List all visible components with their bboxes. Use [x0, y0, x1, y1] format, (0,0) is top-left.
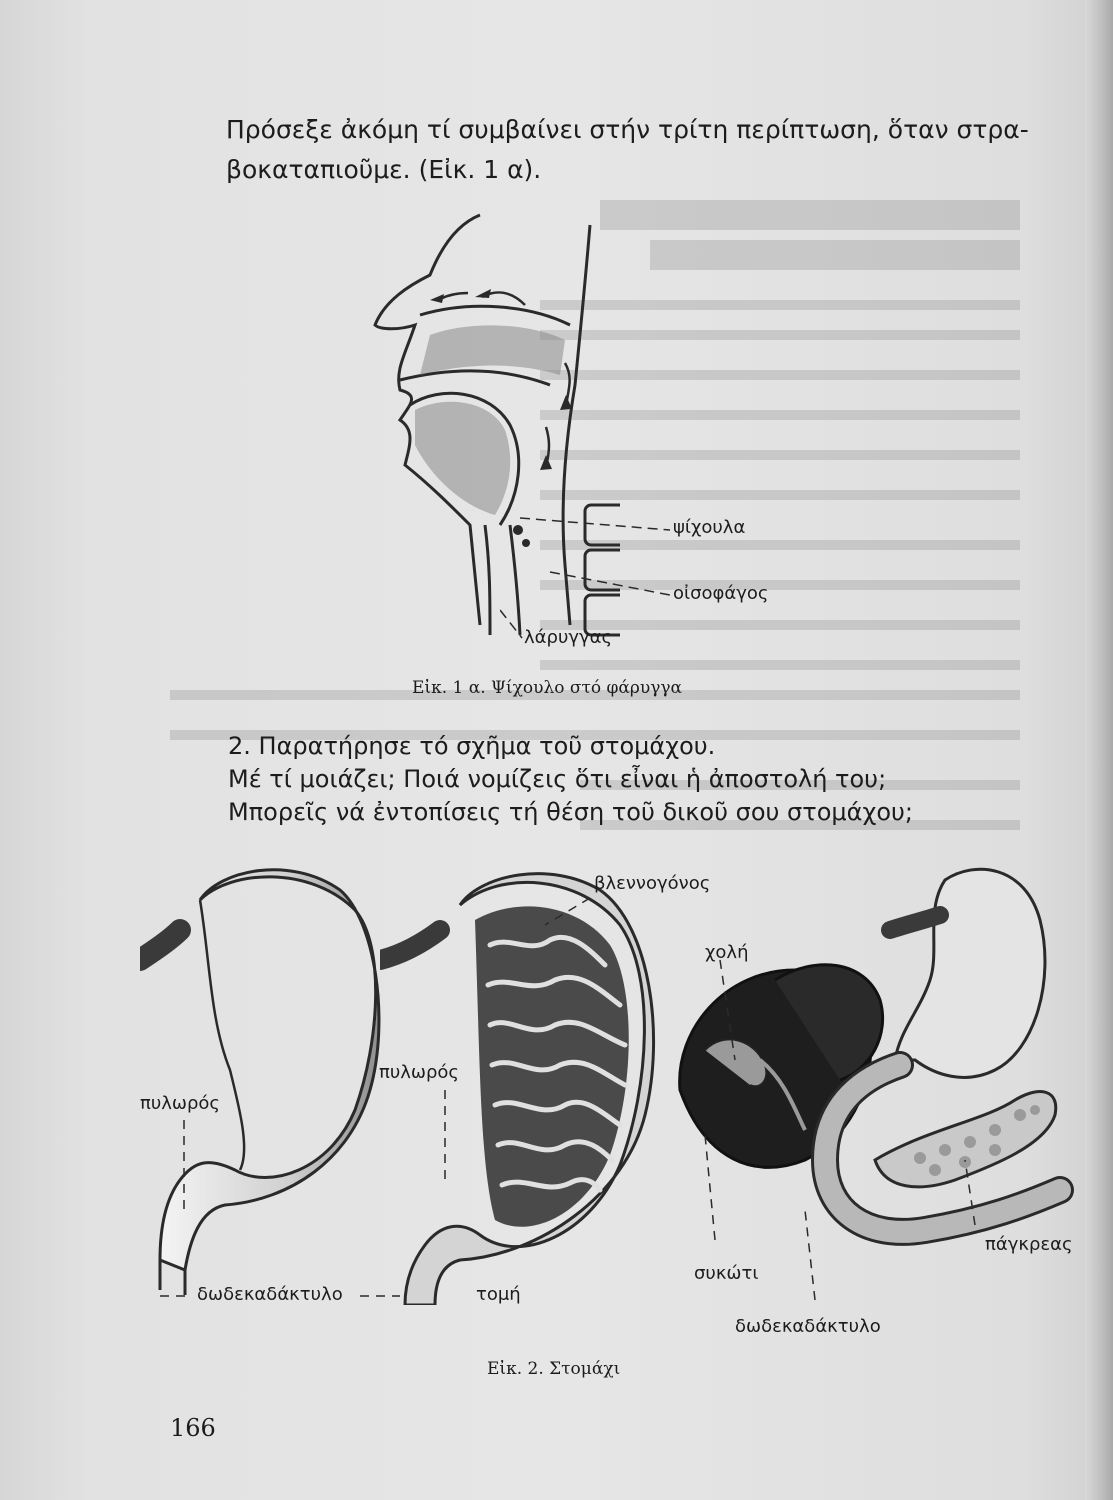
label-bile: χολή [705, 942, 749, 963]
label-duodenum-left: δωδεκαδάκτυλο [197, 1284, 343, 1305]
figure2-caption: Εἰκ. 2. Στομάχι [487, 1359, 621, 1379]
figure2-leader-lines [160, 890, 1080, 1330]
question-paragraph [228, 730, 913, 829]
question-line-1: 2. Παρατήρησε τό σχῆμα τοῦ στομάχου. [228, 732, 716, 760]
question-line-2: Μέ τί μοιάζει; Ποιά νομίζεις ὅτι εἶναι ἡ ἀποστολή του; [228, 765, 887, 793]
label-pancreas: πάγκρεας [985, 1234, 1073, 1255]
label-section: τομή [476, 1284, 521, 1305]
label-duodenum-right: δωδεκαδάκτυλο [735, 1316, 881, 1337]
label-pylorus-mid: πυλωρός [379, 1062, 459, 1083]
intro-line-2: βοκαταπιοῦμε. (Εἰκ. 1 α). [226, 155, 542, 184]
label-mucosa: βλεννογόνος [594, 873, 711, 894]
label-pylorus-left: πυλωρός [140, 1093, 220, 1114]
intro-paragraph [226, 110, 1029, 190]
label-crumb: ψίχουλα [673, 517, 746, 538]
book-spine-shadow [1085, 0, 1113, 1500]
label-liver: συκώτι [694, 1263, 759, 1284]
label-larynx: λάρυγγας [524, 627, 613, 648]
label-esophagus: οἰσοφάγος [673, 583, 769, 604]
page-number: 166 [170, 1414, 216, 1442]
intro-line-1: Πρόσεξε ἀκόμη τί συμβαίνει στήν τρίτη περίπτωση, ὅταν στρα- [226, 115, 1029, 144]
question-line-3: Μπορεῖς νά ἐντοπίσεις τή θέση τοῦ δικοῦ σου στομάχου; [228, 798, 913, 826]
figure1-caption: Εἰκ. 1 α. Ψίχουλο στό φάρυγγα [412, 678, 683, 698]
